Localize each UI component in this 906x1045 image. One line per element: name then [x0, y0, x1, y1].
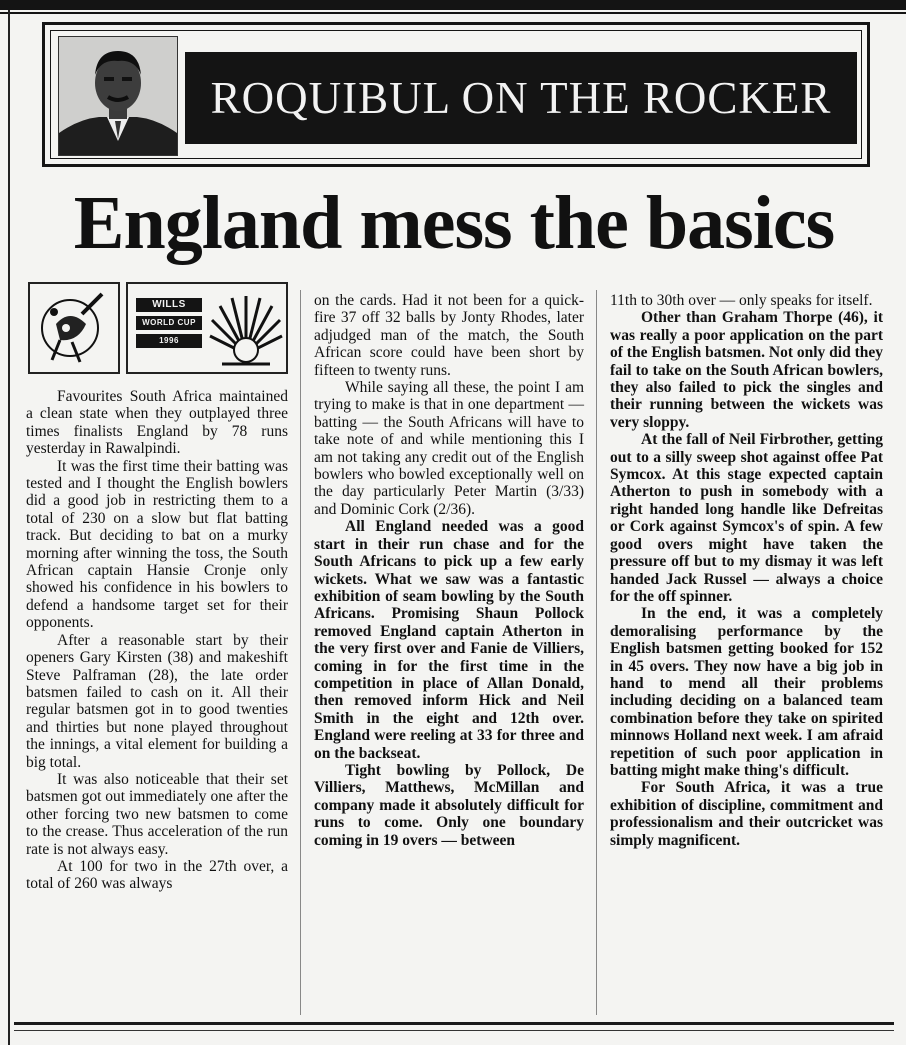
paragraph: It was also noticeable that their set batsmen got out immediately one after the other forcing two new batsmen to come to the crease. Thus acceleration of the run rate is not always easy.: [26, 770, 288, 858]
wills-world-cup-logo: [126, 282, 288, 374]
column-title: ROQUIBUL ON THE ROCKER: [210, 73, 832, 123]
paragraph: In the end, it was a completely demoralising performance by the English batsmen getting booked for 152 in 45 overs. They now have a big job in hand to mend all their problems including deciding on a balanced team combination before they take on spirited minnows Holland next week. I am afraid repetition of such poor application in batting might make thing's difficult.: [610, 605, 883, 779]
paragraph: 11th to 30th over — only speaks for itself.: [610, 292, 873, 309]
paragraph: Other than Graham Thorpe (46), it was really a poor application on the part of the English batsmen. Not only did they fail to take on the South African bowlers, they also failed to pick the singles and their running between the wickets was very sloppy.: [610, 309, 884, 431]
paragraph: Favourites South Africa maintained a clean state when they outplayed three times finalists England by 78 runs yesterday in Rawalpindi.: [26, 388, 288, 458]
paragraph: All England needed was a good start in their run chase and for the South Africans to pick up a few early wickets. What we saw was a fantastic exhibition of seam bowling by the South Africans. Promising Shaun Pollock removed England captain Atherton in the very first over and Fanie de Villiers, coming in for the first time in the competition in place of Allan Donald, then removed inform Hick and Neil Smith in the eight and 12th over. England were reeling at 33 for three and on the backseat.: [314, 518, 584, 762]
article-column-1: [26, 388, 288, 893]
sunburst-emblem-icon: [208, 290, 284, 368]
paragraph: Tight bowling by Pollock, De Villiers, Matthews, McMillan and company made it absolutely difficult for runs to come. Only one boundary coming in 19 overs — between: [314, 761, 584, 849]
paragraph: While saying all these, the point I am trying to make is that in one department — batting — the South Africans will have to take note of and while mentioning this I am not taking any credit out of the English bowlers who bowled exceptionally well on the day particularly Peter Martin (3/33) and Dominic Cork (2/36).: [314, 379, 584, 518]
wills-text-block: [136, 298, 202, 364]
top-rule: [0, 0, 906, 10]
mascot-svg: [30, 284, 118, 372]
wills-line-3: 1996: [136, 334, 202, 348]
paragraph: For South Africa, it was a true exhibition of discipline, commitment and professionalism and their outcricket was simply magnificent.: [610, 779, 883, 849]
headline: England mess the basics: [73, 181, 835, 265]
paragraph: After a reasonable start by their openers Gary Kirsten (38) and makeshift Steve Palframan (28), the late order batsmen failed to cash on it. All their regular batsmen got in to good twenties and thirties but none played throughout the innings, a vital element for building a big total.: [26, 631, 288, 771]
column-title-box: [185, 52, 857, 144]
column-separator-2: [596, 290, 597, 1015]
paragraph: At 100 for two in the 27th over, a total of 260 was always: [26, 857, 288, 893]
cricket-mascot-icon: [28, 282, 120, 374]
paragraph: At the fall of Neil Firbrother, getting out to a silly sweep shot against offee Pat Symcox. At this stage expected captain Atherton to push in somebody with a right handed long handle like Defreitas or Cork against Symcox's of spin. A few good overs might have taken the pressure off but to my dismay it was left handed Jack Russel — always a choice for the off spinner.: [610, 431, 883, 605]
left-column-rule: [8, 10, 10, 1045]
paragraph: It was the first time their batting was tested and I thought the English bowlers did a good job in restricting them to a total of 230 on a slow but flat batting track. But deciding to bat on a murky morning after winning the toss, the South African captain Hansie Cronje only showed his confidence in his bowlers to defend a handsome target set for their opponents.: [26, 457, 288, 632]
portrait-svg: [59, 37, 177, 155]
top-rule-thin: [0, 12, 906, 14]
wills-line-1: WILLS: [136, 298, 202, 312]
article-column-3: [610, 292, 883, 849]
bottom-rule: [14, 1022, 894, 1025]
column-separator-1: [300, 290, 301, 1015]
wills-line-2: WORLD CUP: [136, 316, 202, 330]
article-column-2: [314, 292, 584, 849]
columnist-portrait-icon: [58, 36, 178, 156]
bottom-rule-thin: [14, 1030, 894, 1031]
paragraph: on the cards. Had it not been for a quick-fire 37 off 32 balls by Jonty Rhodes, later adjudged man of the match, the South African score could have been short by fifteen to twenty runs.: [314, 292, 584, 379]
